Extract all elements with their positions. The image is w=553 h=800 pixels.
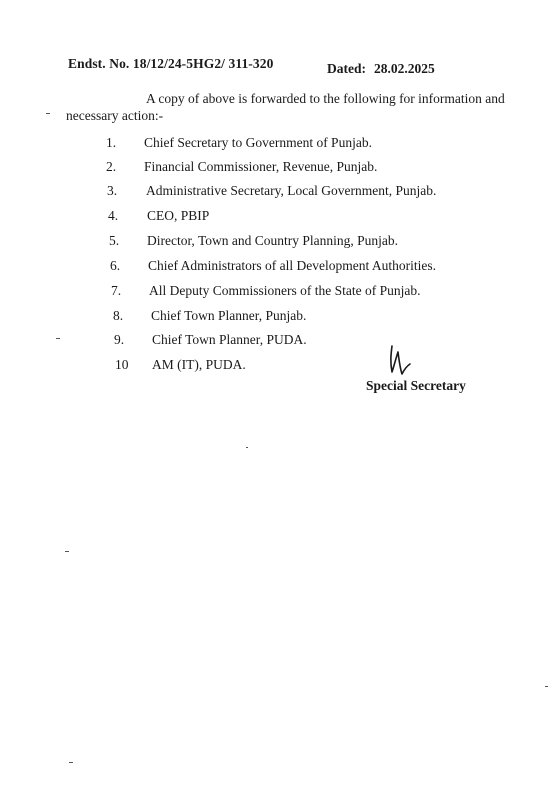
list-item-text: Administrative Secretary, Local Government, Punjab. xyxy=(146,183,437,198)
list-item-text: Chief Administrators of all Development Authorities. xyxy=(148,258,436,273)
intro-line-2: necessary action:- xyxy=(66,108,164,123)
list-item-number: 3. xyxy=(107,183,118,198)
list-item-number: 9. xyxy=(114,332,125,347)
scan-mark xyxy=(545,686,548,687)
list-item-number: 5. xyxy=(109,233,120,248)
scan-mark xyxy=(56,338,60,339)
list-item-text: Chief Secretary to Government of Punjab. xyxy=(144,135,372,150)
scan-mark xyxy=(65,551,69,552)
list-item-number: 7. xyxy=(111,283,122,298)
list-item-text: Financial Commissioner, Revenue, Punjab. xyxy=(144,159,378,174)
signature-mark xyxy=(386,344,412,378)
intro-line-1: A copy of above is forwarded to the following for information and xyxy=(146,91,505,106)
list-item-number: 1. xyxy=(106,135,117,150)
list-item-text: Director, Town and Country Planning, Punjab. xyxy=(147,233,398,248)
list-item-text: Chief Town Planner, PUDA. xyxy=(152,332,307,347)
scan-mark xyxy=(69,762,73,763)
scan-mark xyxy=(246,447,248,448)
endorsement-number: Endst. No. 18/12/24-5HG2/ 311-320 xyxy=(68,56,274,71)
list-item-text: AM (IT), PUDA. xyxy=(152,357,246,372)
list-item-number: 10 xyxy=(115,357,129,372)
list-item-number: 6. xyxy=(110,258,121,273)
dated-value: 28.02.2025 xyxy=(374,61,435,76)
list-item-number: 8. xyxy=(113,308,124,323)
list-item-number: 2. xyxy=(106,159,117,174)
signatory-title: Special Secretary xyxy=(366,378,466,393)
list-item-number: 4. xyxy=(108,208,119,223)
dated-label: Dated: xyxy=(327,61,366,76)
list-item-text: All Deputy Commissioners of the State of Punjab. xyxy=(149,283,421,298)
list-item-text: Chief Town Planner, Punjab. xyxy=(151,308,307,323)
scan-mark xyxy=(46,113,50,114)
list-item-text: CEO, PBIP xyxy=(147,208,210,223)
